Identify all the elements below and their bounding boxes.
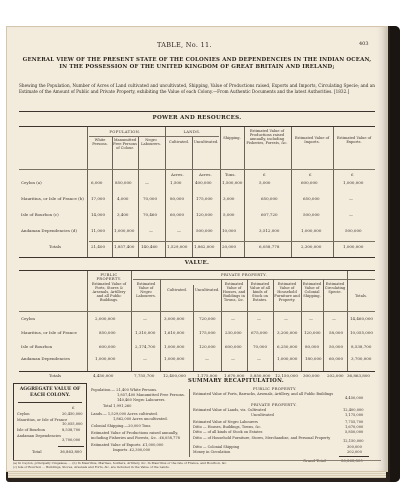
book [6,26,400,482]
power-totals-label: Totals [49,244,62,249]
population-group-header: POPULATION. [109,129,141,134]
public-property-group-header: PUBLIC PROPERTY. [96,272,122,282]
row-label-bourbon: Isle of Bourbon (c) [21,212,59,217]
lands-group-header: LANDS. [183,129,201,134]
col-productions: Estimated Value of Productions raised annually, including Fisheries, Forests, &c. [246,129,288,145]
col-houses: Estimated Value of Houses, and Buildings in Towns, &c. [222,282,246,302]
footnote-2: (c) Isle of Bourbon ... Buildings, Stores, Arsenals and Forts, &c. are included in the Value of the Lands. [13,465,170,469]
summary-right-column: PUBLIC PROPERTY. Estimated Value of Forts, Barracks, Arsenals, Artillery, and all Public Buildings 4,450,000 PRIVATE PROPERTY. Estimated Value of Lands, viz. Cultivated 12,400,000 Uncultivated 1,175,000 Estimated Value of Negro Labourers 7,755,700 Ditto — Houses, Buildings, Towns, &c. 1,670,000 Ditto — of all kinds of Stock on Estates 5,850,000 Ditto — of Household Furniture, Stores, Merchandize, and Personal Property 12,150,000 Ditto — Colonial Shipping 300,000 Money in Circulation 202,000 [193,387,377,465]
page-title: GENERAL VIEW OF THE PRESENT STATE OF THE COLONIES AND DEPENDENCIES IN THE INDIAN OCEAN, IN THE POSSESSION OF THE UNITED KINGDOM OF GREAT BRITAIN AND IRELAND; [22,57,372,71]
value-row-label-bourbon: Isle of Bourbon [21,344,53,349]
col-public-buildings: Estimated Value of Forts, Stores & Arsenals, Artillery and all Public Buildings. [91,282,127,302]
private-property-group-header: PRIVATE PROPERTY. [221,272,267,277]
col-negro-labourers: Negro Labourers. [141,138,161,146]
col-cultivated: Cultivated. [169,140,189,144]
value-totals-label: Totals [49,373,62,378]
table-number-header: TABLE, No. 11. [157,41,212,49]
col-shipping: Shipping. [223,136,241,140]
col-land-cultivated: Cultivated. [167,288,187,292]
aggregate-heading: AGGREGATE VALUE OF EACH COLONY. [19,387,81,398]
page-number: 403 [359,41,369,47]
footnote-1: (a) In Ceylon, principally Cingalese, ... (b) In Mauritius, Marines, Soldiers, Artillery, &c. In Mauritius or the Isle of France, and Bourbon, &c. [13,461,228,465]
col-land-uncultivated: Uncultivated. [194,288,220,292]
col-specie: Estimated Circulating Specie. [324,282,346,294]
book-cover-edge [390,26,400,482]
col-colonial-shipping: Estimated Value of Colonial Shipping. [302,282,322,298]
aggregate-value-box: AGGREGATE VALUE OF EACH COLONY. £ Ceylon 20,450,000 Mauritius, or Isle of France 10,055,000 Isle of Bourbon 8,538,700 Andaman Dependencies 3,700,000 Total 36,863,800 [13,383,87,461]
power-resources-heading: POWER AND RESOURCES. [152,115,242,121]
book-page: TABLE, No. 11. 403 GENERAL VIEW OF THE PRESENT STATE OF THE COLONIES AND DEPENDENCIES IN THE INDIAN OCEAN, IN THE POSSESSION OF THE UNITED KINGDOM OF GREAT BRITAIN AND IRELAND; Shewing the Population, Number of Acres of Land cultivated and uncultivated, Shipping, Value of Productions raised, Exports and Imports, Circulating Specie; and an Estimate of the Amount of Public and Private Property, exhibiting the Value of each Colony.—From Authentic Documents and the latest Authorities. [1832.] POWER AND RESOURCES. POPULATION. LANDS. White Persons. Manumitted Free Persons of Colour. Negro Labourers. Cultivated. Uncultivated. Shipping. Estimated Value of Productions raised annually, including Fisheries, Forests, &c. Estimated Value of Imports. Estimated Value of Exports. Acres. Acres. Tons. £ £ £ Ceylon (a) 6,000 850,000 — 1,500 400,000 1,500,000 5,000 600,000 1,000,000 Mauritius, or Isle of France (b) 17,000 4,000 70,000 80,000 175,000 3,000 650,000 650,000 — Isle of Bourbon (c) 14,000 3,400 70,460 60,000 120,000 5,000 607,720 500,000 — Andaman Dependencies (d) 11,000 1,000,000 — — 500,000 10,000 3,512,000 1,000,000 500,000 Totals 21,400 1,857,400 140,460 1,529,000 1,862,000 20,000 6,058,778 2,300,000 1,000,000 VALUE. PUBLIC PROPERTY. PRIVATE PROPERTY. Estimated Value of Forts, Stores & Arsenals, Artillery and all Public Buildings. Estimated Value of Negro Labourers. Cultivated. Uncultivated. Estimated Value of Houses, and Buildings in Towns, &c. Estimated Value of all kinds of Stock on Estates. Estimated Value of Household Furniture and Property. Estimated Value of Colonial Shipping. Estimated Circulating Specie. Totals. Ceylon 2,000,000 — 3,000,000 720,000 — — — — — 14,460,000 Mauritius, or Isle of France 850,000 1,310,000 1,610,000 175,000 230,000 675,000 3,200,000 120,000 58,000 10,055,000 Isle of Bourbon 600,000 2,174,700 1,000,000 120,000 600,000 70,000 6,250,000 80,000 50,000 8,538,700 Andaman Dependencies 1,000,000 — 1,000,000 — — — 1,000,000 180,000 60,000 3,700,000 Totals 4,450,000 7,755,700 12,400,000 1,175,000 1,670,000 5,850,000 12,150,000 300,000 202,000 36,863,800 AGGREGATE VALUE OF EACH COLONY. £ Ceylon 20,450,000 Mauritius, or Isle of France 10,055,000 Isle of Bourbon 8,538,700 Andaman Dependencies 3,700,000 Total 36,863,800 SUMMARY RECAPITULATION. Population.— 21,400 White Persons. 1,857,400 Manumitted Free Persons. 140,460 Negro Labourers. Total 1,991,260 Lands.— 1,529,000 Acres cultivated. 1,862,000 Acres uncultivated. Colonial Shipping.—20,000 Tons. Estimated Value of Productions raised annually, including Fisheries and Forests, &c. .£6,058,778 Estimated Value of Exports .£1,000,000 Imports .£2,300,000 PUBLIC PROPERTY. Estimated Value of Forts, Barracks, Arsenals, Artillery, and all Public Buildings 4,450,000 PRIVATE PROPERTY. Estimated Value of Lands, viz. Cultivated 12,400,000 Uncultivated 1,175,000 Estimated Value of Negro Labourers 7,755,700 Ditto — Houses, Buildings, Towns, &c. 1,670,000 Ditto — of all kinds of Stock on Estates 5,850,000 Ditto — of Household Furniture, Stores, Merchandize, and Personal Property 12,150,000 Ditto — Colonial Shipping 300,000 Money in Circulation 202,000 (a) In Ceylon, principally Cingalese, ... (b) In Mauritius, Marines, Soldiers, Artillery, &c. In Mauritius or the Isle of France, and Bourbon, &c. (c) Isle of Bourbon ... Buildings, Stores, Arsenals and Forts, &c. are included in the Value of the Lands. [6,26,388,472]
col-exports: Estimated Value of Exports. [336,136,372,144]
row-label-ceylon: Ceylon (a) [21,180,42,185]
value-table: PUBLIC PROPERTY. PRIVATE PROPERTY. Estimated Value of Forts, Stores & Arsenals, Artillery and all Public Buildings. Estimated Value of Negro Labourers. Cultivated. Uncultivated. Estimated Value of Houses, and Buildings in Towns, &c. Estimated Value of all kinds of Stock on Estates. Estimated Value of Household Furniture and Property. Estimated Value of Colonial Shipping. Estimated Circulating Specie. Totals. Ceylon 2,000,000 — 3,000,000 720,000 — — — — — 14,460,000 Mauritius, or Isle of France 850,000 1,310,000 1,610,000 175,000 230,000 675,000 3,200,000 120,000 58,000 10,055,000 Isle of Bourbon 600,000 2,174,700 1,000,000 120,000 600,000 70,000 6,250,000 80,000 50,000 8,538,700 Andaman Dependencies 1,000,000 — 1,000,000 — — — 1,000,000 180,000 60,000 3,700,000 [19,270,375,372]
value-heading: VALUE. [184,260,210,266]
value-row-label-ceylon: Ceylon [21,316,35,321]
row-label-andaman: Andaman Dependencies (d) [21,228,77,233]
col-white-persons: White Persons. [92,138,108,146]
summary-heading: SUMMARY RECAPITULATION. [188,378,284,384]
col-furniture: Estimated Value of Household Furniture and Property. [274,282,300,302]
row-label-mauritius: Mauritius, or Isle of France (b) [21,196,84,201]
col-free-persons: Manumitted Free Persons of Colour. [113,138,137,150]
power-resources-table: POPULATION. LANDS. White Persons. Manumitted Free Persons of Colour. Negro Labourers. Cultivated. Uncultivated. Shipping. Estimated Value of Productions raised annually, including Fisheries, Forests, &c. Estimated Value of Imports. Estimated Value of Exports. Acres. Acres. Tons. £ £ £ Ceylon (a) 6,000 850,000 — 1,500 400,000 1,500,000 5,000 600,000 1,000,000 Mauritius, or Isle of France (b) 17,000 4,000 70,000 80,000 175,000 3,000 650,000 650,000 — Isle of Bourbon (c) 14,000 3,400 70,460 60,000 120,000 5,000 607,720 500,000 — Andaman Dependencies (d) 11,000 1,000,000 — — 500,000 10,000 3,512,000 1,000,000 500,000 Totals 21,400 1,857,400 140,460 1,529,000 1,862,000 20,000 6,058,778 2,300,000 1,000,000 [19,126,375,258]
col-stock: Estimated Value of all kinds of Stock on Estates. [249,282,271,302]
value-row-label-andaman: Andaman Dependencies [21,356,70,361]
col-totals: Totals. [354,294,367,298]
col-uncultivated: Uncultivated. [193,140,219,144]
value-row-label-mauritius: Mauritius, or Isle of France [21,330,77,335]
col-imports: Estimated Value of Imports. [294,136,330,144]
col-negro-value: Estimated Value of Negro Labourers. [136,282,156,298]
page-subtitle: Shewing the Population, Number of Acres of Land cultivated and uncultivated, Shipping, Value of Productions raised, Exports and Imports, Circulating Specie; and an Estimate of the Amount of Public and Private Property, exhibiting the Value of each Colony.—From Authentic Documents and the latest Authorities. [1832.] [19,83,375,95]
divider [19,111,375,112]
